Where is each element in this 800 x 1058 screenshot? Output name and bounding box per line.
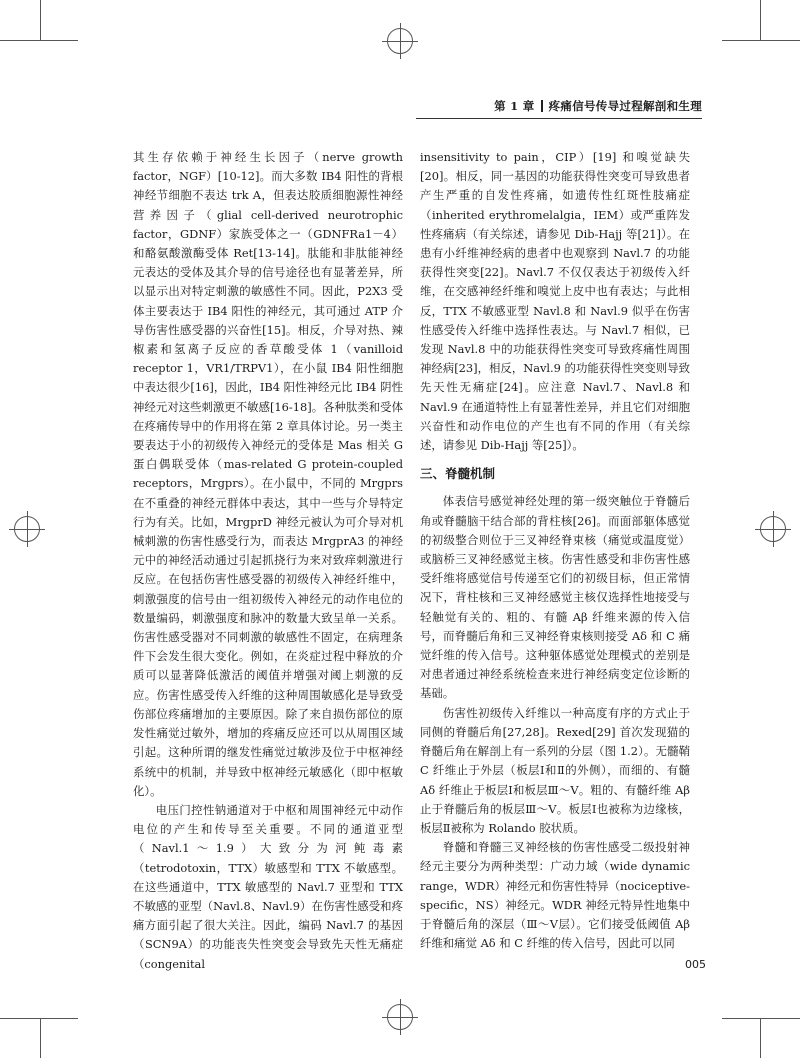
- registration-mark-icon: [387, 1004, 413, 1030]
- header-rule: [416, 118, 702, 119]
- crop-mark: [0, 40, 78, 41]
- section-heading: 三、脊髓机制: [420, 466, 496, 482]
- running-head: [416, 96, 702, 116]
- registration-mark-icon: [387, 28, 413, 54]
- crop-mark: [0, 1018, 78, 1019]
- crop-mark: [722, 40, 800, 41]
- right-column: [420, 148, 690, 953]
- paragraph: insensitivity to pain，CIP）[19] 和嗅觉缺失[20]。相反，同一基因的功能获得性突变可导致患者产生严重的自发性疼痛，如遗传性红斑性肢痛症（inherited erythromelalgia，IEM）或严重阵发性疼痛病（有关综述，请参见 Dib-Hajj 等[21]）。在患有小纤维神经病的患者中也观察到 Navl.7 的功能获得性突变[22]。Navl.7 不仅仅表达于初级传入纤维，在交感神经纤维和嗅觉上皮中也有表达；与此相反，TTX 不敏感亚型 Navl.8 和 Navl.9 似乎在伤害性感受传入纤维中选择性表达。与 Navl.7 相似，已发现 Navl.8 中的功能获得性突变可导致疼痛性周围神经病[23]，相反，Navl.9 的功能获得性突变则导致先天性无痛症[24]。应注意 Navl.7、Navl.8 和 Navl.9 在通道特性上有显著性差异，并且它们对细胞兴奋性和动作电位的产生也有不同的作用（有关综述，请参见 Dib-Hajj 等[25]）。: [420, 150, 690, 453]
- header-divider: [541, 100, 543, 112]
- paragraph: 其生存依赖于神经生长因子（nerve growth factor，NGF）[10-12]。而大多数 IB4 阳性的背根神经节细胞不表达 trk A，但表达胶质细胞源性神经营养因子（glial cell-derived neurotrophic factor，GDNF）家族受体之一（GDNFRa1－4）和酪氨酸激酶受体 Ret[13-14]。肽能和非肽能神经元表达的受体及其介导的信号途径也有显著差异，所以显示出对特定刺激的敏感性不同。因此，P2X3 受体主要表达于 IB4 阳性的神经元，其可通过 ATP 介导伤害性感受器的兴奋性[15]。相反，介导对热、辣椒素和氢离子反应的香草酸受体 1（vanilloid receptor 1，VR1/TRPV1），在小鼠 IB4 阳性细胞中表达很少[16]，因此，IB4 阳性神经元比 IB4 阴性神经元对这些刺激更不敏感[16-18]。各种肽类和受体在疼痛传导中的作用将在第 2 章具体讨论。另一类主要表达于小的初级传入神经元的受体是 Mas 相关 G 蛋白偶联受体（mas-related G protein-coupled receptors，Mrgprs）。在小鼠中，不同的 Mrgprs 在不重叠的神经元群体中表达，其中一些与介导特定行为有关。比如，MrgprD 神经元被认为可介导对机械刺激的伤害性感受行为，而表达 MrgprA3 的神经元中的神经活动通过引起抓挠行为来对致痒刺激进行反应。在包括伤害性感受器的初级传入神经纤维中，刺激强度的信号由一组初级传入神经元的动作电位的数量编码，刺激强度和脉冲的数量大致呈单一关系。伤害性感受器对不同刺激的敏感性不固定，在病理条件下会发生很大变化。例如，在炎症过程中释放的介质可以显著降低激活的阈值并增强对阈上刺激的反应。伤害性感受传入纤维的这种周围敏感化是导致受伤部位疼痛增加的主要原因。除了来自损伤部位的原发性痛觉过敏外，增加的疼痛反应还可以从周围区域引起。这种所谓的继发性痛觉过敏涉及位于中枢神经系统中的机制，并导致中枢神经元敏感化（即中枢敏化）。: [133, 150, 403, 798]
- paragraph: 脊髓和脊髓三叉神经核的伤害性感受二级投射神经元主要分为两种类型：广动力域（wide dynamic range，WDR）神经元和伤害性特异（nociceptive-specific，NS）神经元。WDR 神经元特异性地集中于脊髓后角的深层（Ⅲ～Ⅴ层）。它们接受低阈值 Aβ 纤维和痛觉 Aδ 和 C 纤维的传入信号，因此可以同: [420, 840, 690, 951]
- registration-mark-icon: [14, 516, 40, 542]
- crop-mark: [40, 1018, 41, 1058]
- paragraph: 体表信号感觉神经处理的第一级突触位于脊髓后角或脊髓脑干结合部的背柱核[26]。而面部躯体感觉的初级整合则位于三叉神经脊束核（痛觉或温度觉）或脑桥三叉神经感觉主核。伤害性感受和非伤害性感受纤维将感觉信号传递至它们的初级目标，但正常情况下，背柱核和三叉神经感觉主核仅选择性地接受与轻触觉有关的、粗的、有髓 Aβ 纤维来源的传入信号，而脊髓后角和三叉神经脊束核则接受 Aδ 和 C 痛觉纤维的传入信号。这种躯体感觉处理模式的差别是对患者通过神经系统检查来进行神经病变定位诊断的基础。: [420, 494, 690, 701]
- paragraph: 伤害性初级传入纤维以一种高度有序的方式止于同侧的脊髓后角[27,28]。Rexed[29] 首次发现猫的脊髓后角在解剖上有一系列的分层（图 1.2）。无髓鞘 C 纤维止于外层（板层Ⅰ和Ⅱ的外侧），而细的、有髓 Aδ 纤维止于板层Ⅰ和板层Ⅲ～Ⅴ。粗的、有髓纤维 Aβ 止于脊髓后角的板层Ⅲ～Ⅴ。板层Ⅰ也被称为边缘核，板层Ⅱ被称为 Rolando 胶状质。: [420, 705, 690, 835]
- paragraph: 电压门控性钠通道对于中枢和周围神经元中动作电位的产生和传导至关重要。不同的通道亚型（Navl.1～1.9）大致分为河鲀毒素（tetrodotoxin，TTX）敏感型和 TTX 不敏感型。在这些通道中，TTX 敏感型的 Navl.7 亚型和 TTX 不敏感的亚型（Navl.8、Navl.9）在伤害性感受和疼痛方面引起了很大关注。因此，编码 Navl.7 的基因（SCN9A）的功能丧失性突变会导致先天性无痛症（congenital: [133, 802, 403, 971]
- chapter-number: 第 1 章: [494, 99, 535, 113]
- crop-mark: [760, 1018, 761, 1058]
- crop-mark: [40, 0, 41, 40]
- crop-mark: [760, 0, 761, 40]
- left-column: [133, 148, 403, 974]
- registration-mark-icon: [760, 516, 786, 542]
- page-number: 005: [685, 958, 706, 971]
- crop-mark: [722, 1018, 800, 1019]
- chapter-title: 疼痛信号传导过程解剖和生理: [548, 99, 702, 113]
